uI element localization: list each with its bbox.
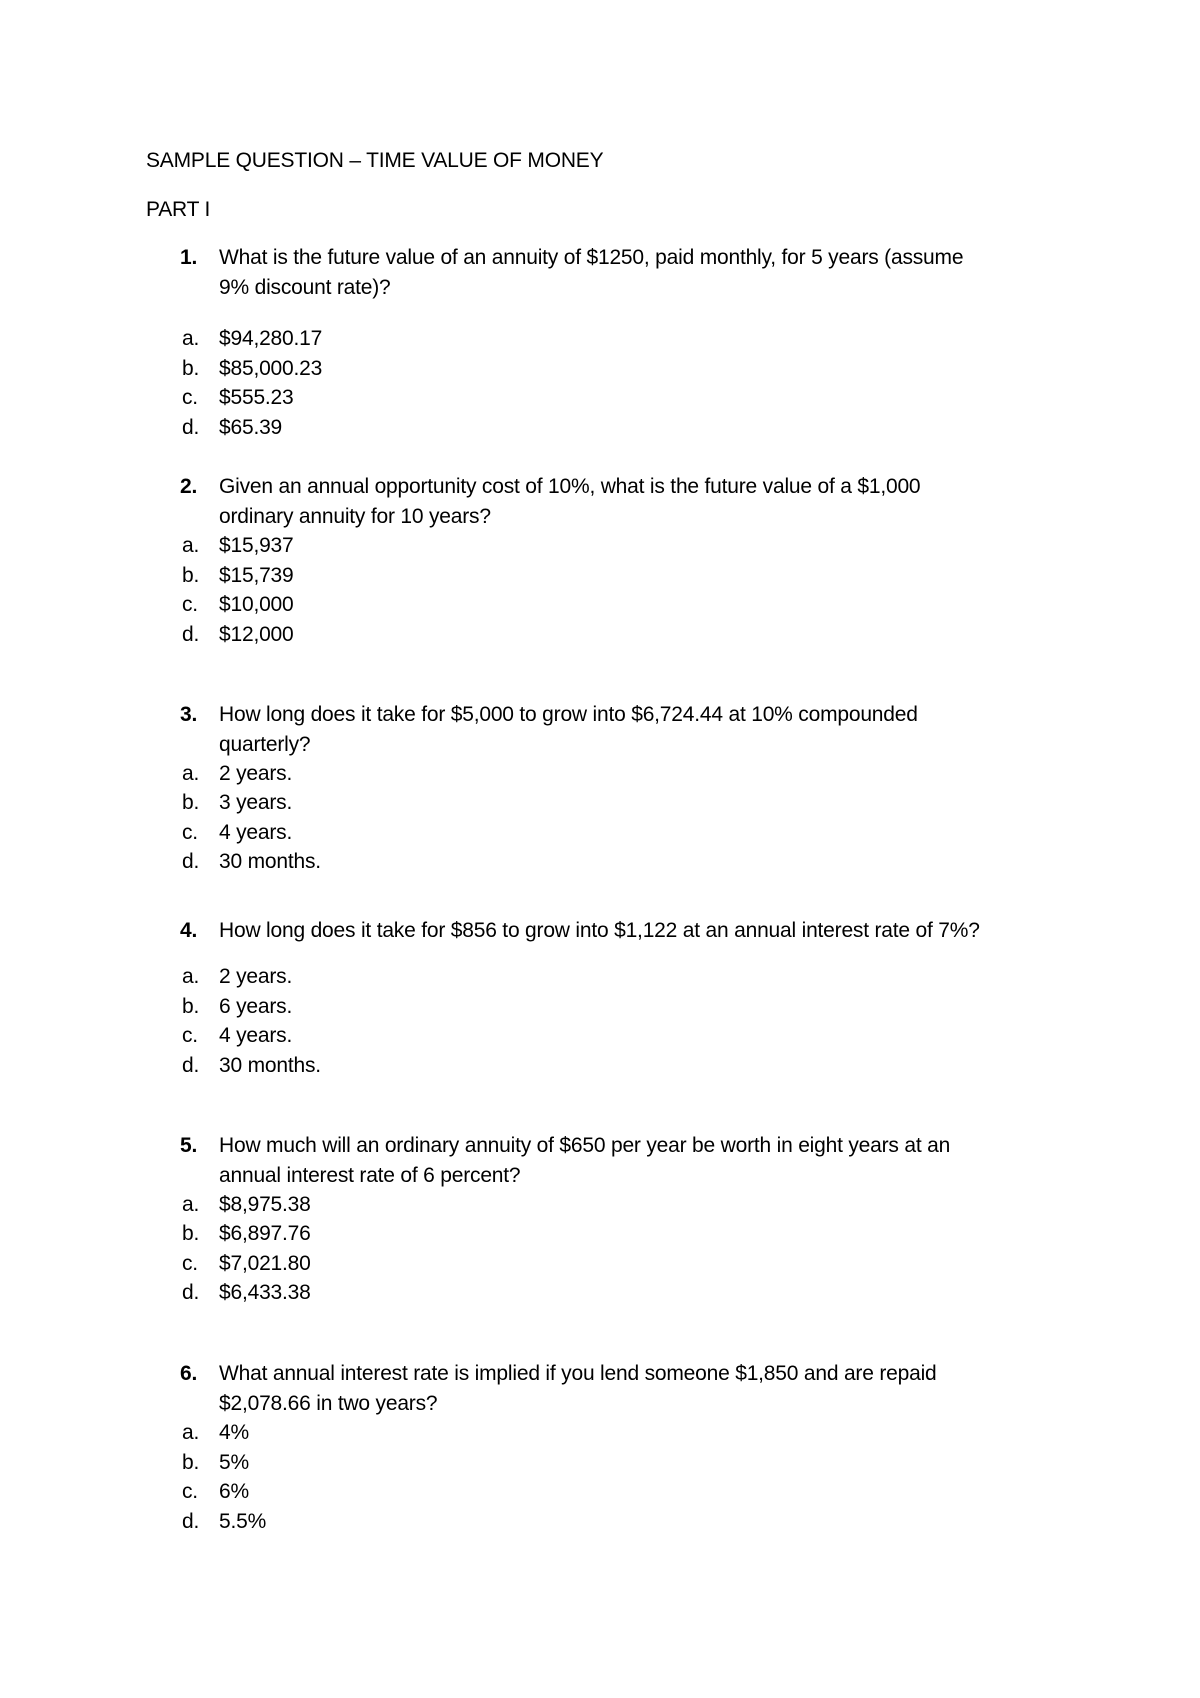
option-letter: a. (182, 327, 200, 350)
question-text-line: What is the future value of an annuity of $1250, paid monthly, for 5 years (assume (219, 246, 964, 269)
option-text: $15,937 (219, 534, 294, 557)
option-letter: c. (182, 593, 198, 616)
option-letter: d. (182, 623, 200, 646)
option-letter: c. (182, 1024, 198, 1047)
option-text: 4 years. (219, 1024, 293, 1047)
option-text: $10,000 (219, 593, 294, 616)
question-number: 4. (180, 919, 198, 942)
question-text-line: How much will an ordinary annuity of $650 per year be worth in eight years at an (219, 1134, 951, 1157)
option-text: 30 months. (219, 1054, 321, 1077)
option-letter: a. (182, 965, 200, 988)
option-text: $85,000.23 (219, 357, 323, 380)
question-number: 6. (180, 1362, 198, 1385)
question-text-line: annual interest rate of 6 percent? (219, 1164, 521, 1187)
option-letter: a. (182, 534, 200, 557)
option-letter: b. (182, 995, 200, 1018)
option-text: $15,739 (219, 564, 294, 587)
question-text-line: What annual interest rate is implied if you lend someone $1,850 and are repaid (219, 1362, 937, 1385)
option-letter: d. (182, 850, 200, 873)
question-number: 2. (180, 475, 198, 498)
option-letter: b. (182, 791, 200, 814)
option-text: $8,975.38 (219, 1193, 311, 1216)
document-title: SAMPLE QUESTION – TIME VALUE OF MONEY (146, 149, 604, 172)
option-text: 30 months. (219, 850, 321, 873)
option-letter: d. (182, 1054, 200, 1077)
question-text-line: How long does it take for $856 to grow into $1,122 at an annual interest rate of 7%? (219, 919, 980, 942)
option-letter: c. (182, 821, 198, 844)
option-text: 2 years. (219, 762, 293, 785)
option-letter: b. (182, 1222, 200, 1245)
option-letter: a. (182, 1193, 200, 1216)
option-letter: c. (182, 1480, 198, 1503)
option-text: 6% (219, 1480, 249, 1503)
question-text-line: How long does it take for $5,000 to grow into $6,724.44 at 10% compounded (219, 703, 918, 726)
option-text: 5.5% (219, 1510, 267, 1533)
option-letter: a. (182, 762, 200, 785)
option-text: $6,897.76 (219, 1222, 311, 1245)
option-letter: d. (182, 1510, 200, 1533)
question-number: 3. (180, 703, 198, 726)
question-number: 5. (180, 1134, 198, 1157)
option-text: $65.39 (219, 416, 283, 439)
option-letter: c. (182, 386, 198, 409)
question-text-line: ordinary annuity for 10 years? (219, 505, 491, 528)
option-letter: d. (182, 1281, 200, 1304)
option-text: $7,021.80 (219, 1252, 311, 1275)
option-text: 5% (219, 1451, 249, 1474)
option-text: $12,000 (219, 623, 294, 646)
option-letter: a. (182, 1421, 200, 1444)
option-text: $94,280.17 (219, 327, 323, 350)
question-text-line: Given an annual opportunity cost of 10%, what is the future value of a $1,000 (219, 475, 921, 498)
question-text-line: quarterly? (219, 733, 311, 756)
option-text: $6,433.38 (219, 1281, 311, 1304)
option-letter: b. (182, 357, 200, 380)
option-text: 4 years. (219, 821, 293, 844)
question-number: 1. (180, 246, 198, 269)
part-heading: PART I (146, 198, 211, 221)
option-letter: d. (182, 416, 200, 439)
option-letter: b. (182, 564, 200, 587)
option-text: $555.23 (219, 386, 294, 409)
option-text: 4% (219, 1421, 249, 1444)
question-text-line: 9% discount rate)? (219, 276, 391, 299)
question-text-line: $2,078.66 in two years? (219, 1392, 438, 1415)
option-text: 6 years. (219, 995, 293, 1018)
option-text: 2 years. (219, 965, 293, 988)
option-text: 3 years. (219, 791, 293, 814)
option-letter: b. (182, 1451, 200, 1474)
option-letter: c. (182, 1252, 198, 1275)
